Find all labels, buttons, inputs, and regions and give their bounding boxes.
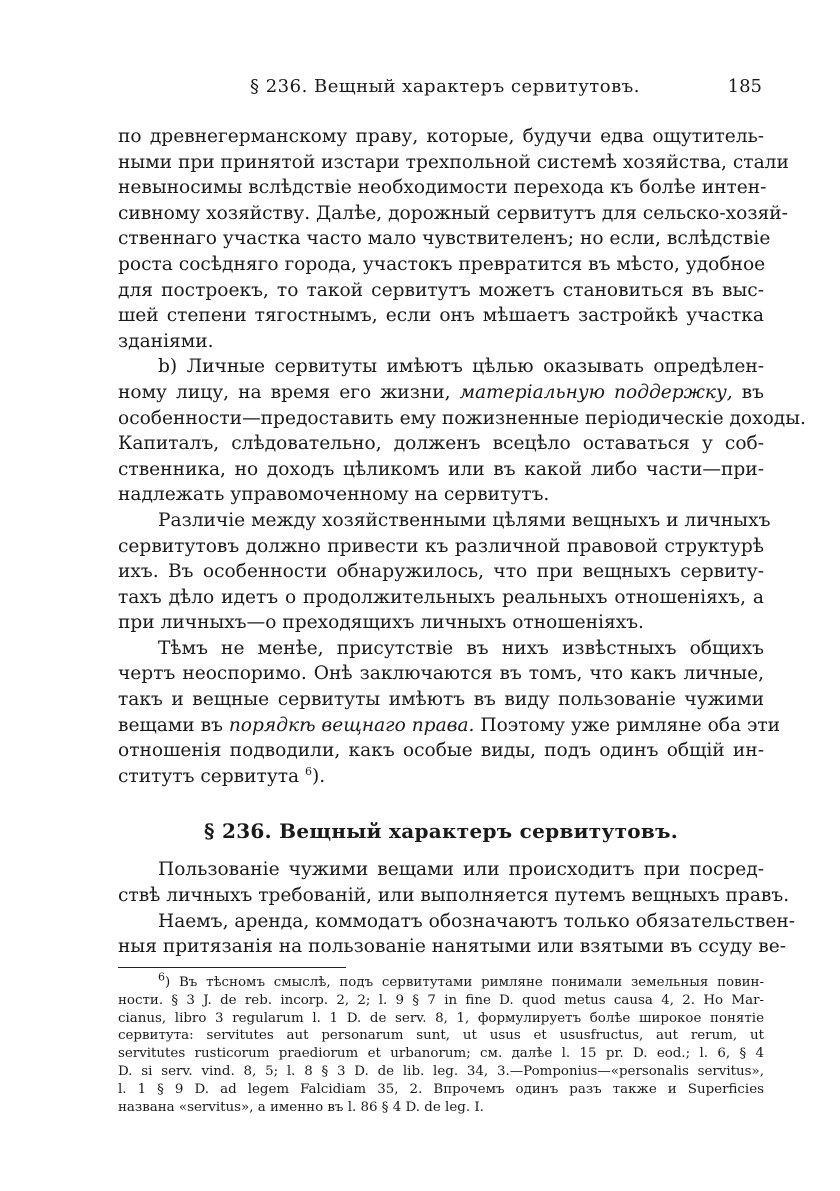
footnote-reference[interactable]: 6 — [305, 764, 313, 778]
section-heading: § 236. Вещный характеръ сервитутовъ. — [203, 819, 679, 844]
footnote-line — [118, 970, 764, 992]
paragraph-lease — [118, 909, 796, 960]
running-header — [118, 76, 764, 102]
footnote-line: servitutes rusticorum praediorum et urbanorum; см. далѣе l. 15 pr. D. eod.; l. 6, § 4 — [118, 1046, 764, 1062]
footnote-block — [118, 970, 764, 1116]
text-line: для построекъ, то такой сервитутъ можетъ становиться въ выс- — [118, 279, 764, 301]
text-line: b) Личные сервитуты имѣютъ цѣлью оказывать опредѣлен- — [158, 356, 764, 378]
text-line: ныя притязанія на пользованіе нанятыми или взятыми въ ссуду ве- — [118, 936, 786, 958]
text-line: надлежать управомоченному на сервитутъ. — [118, 484, 550, 506]
book-page — [118, 0, 806, 1191]
page-number: 185 — [727, 76, 762, 97]
text-fragment: ) Въ тѣсномъ смыслѣ, подъ сервитутами римляне понимали земельныя повин- — [165, 975, 764, 990]
text-line: шей степени тягостнымъ, если онъ мѣшаетъ застройкѣ участка — [118, 305, 764, 327]
paragraph-common-features — [118, 636, 781, 790]
text-line: при личныхъ—о преходящихъ личныхъ отношеніяхъ. — [118, 612, 644, 634]
text-fragment: Поэтому уже римляне оба эти — [474, 714, 781, 736]
footnote-line: сервитута: servitutes aut personarum sunt, ut usus et ususfructus, aut rerum, ut — [118, 1028, 764, 1044]
text-line: ствѣ личныхъ требованій, или выполняется путемъ вещныхъ правъ. — [118, 885, 790, 907]
footnote-line: D. si serv. vind. 8, 5; l. 8 § 3 D. de lib. leg. 34, 3.—Pomponius—«personalis servitus», — [118, 1063, 764, 1079]
text-fragment: въ — [732, 381, 764, 403]
text-line: Пользованіе чужими вещами или происходитъ при посред- — [158, 859, 764, 881]
text-line: Капиталъ, слѣдовательно, долженъ всецѣло оставаться у соб- — [118, 433, 764, 455]
text-line — [118, 380, 764, 406]
text-fragment: ститутъ сервитута — [118, 765, 306, 787]
text-line: сивному хозяйству. Далѣе, дорожный сервитутъ для сельско-хозяй- — [118, 202, 788, 224]
paragraph-personal-servitudes — [118, 354, 806, 508]
text-line — [118, 764, 764, 790]
text-line: зданіями. — [118, 330, 214, 352]
text-line: Наемъ, аренда, коммодатъ обозначаютъ только обязательствен- — [158, 910, 796, 932]
text-fragment: ному лицу, на время его жизни, — [118, 381, 460, 403]
text-line: невыносимы вслѣдствіе необходимости перехода къ болѣе интен- — [118, 177, 767, 199]
text-line: роста сосѣдняго города, участокъ превратится въ мѣсто, удобное — [118, 253, 766, 275]
paragraph-difference — [118, 508, 771, 636]
paragraph-continuation — [118, 124, 789, 354]
running-title: § 236. Вещный характеръ сервитутовъ. — [250, 76, 640, 97]
text-line: тахъ дѣло идетъ о продолжительныхъ реальныхъ отношеніяхъ, а — [118, 586, 764, 608]
text-line: особенности—предоставить ему пожизненные періодическіе доходы. — [118, 407, 806, 429]
footnote-marker: 6 — [158, 970, 165, 984]
text-fragment: вещами въ — [118, 714, 229, 736]
text-line: Тѣмъ не менѣе, присутствіе въ нихъ извѣстныхъ общихъ — [158, 637, 764, 659]
footnote-line: cianus, libro 3 regularum l. 1 D. de serv. 8, 1, формулируетъ болѣе широкое понятіе — [118, 1010, 764, 1026]
text-line: отношенія подводили, какъ особые виды, подъ одинъ общій ин- — [118, 740, 764, 762]
text-line: ственника, но доходъ цѣликомъ или въ какой либо части—при- — [118, 458, 764, 480]
footnote-line: ности. § 3 J. de reb. incorp. 2, 2; l. 9 § 7 in fine D. quod metus causa 4, 2. Но Mar- — [118, 992, 764, 1008]
text-line: ными при принятой изстари трехпольной системѣ хозяйства, стали — [118, 151, 789, 173]
footnote-divider — [118, 967, 346, 968]
text-line: такъ и вещные сервитуты имѣютъ въ виду пользованіе чужими — [118, 689, 764, 711]
paragraph-use-of-things — [118, 857, 790, 908]
text-line — [118, 713, 781, 739]
emphasis-text: матеріальную поддержку, — [459, 381, 733, 403]
emphasis-text: порядкѣ вещнаго права. — [228, 714, 475, 736]
text-line: чертъ неоспоримо. Онѣ заключаются въ томъ, что какъ личные, — [118, 663, 764, 685]
text-line: по древнегерманскому праву, которые, будучи едва ощутитель- — [118, 126, 764, 147]
footnote-line: названа «servitus», а именно въ l. 86 § 4 D. de leg. I. — [118, 1099, 484, 1115]
text-fragment: ). — [312, 765, 326, 787]
text-line: ственнаго участка часто мало чувствителенъ; но если, вслѣдствіе — [118, 228, 771, 250]
text-line: ихъ. Въ особенности обнаружилось, что при вещныхъ сервиту- — [118, 561, 764, 583]
text-line: сервитутовъ должно привести къ различной правовой структурѣ — [118, 535, 764, 557]
text-line: Различіе между хозяйственными цѣлями вещныхъ и личныхъ — [158, 509, 771, 531]
page-body — [118, 124, 806, 960]
footnote-line: l. 1 § 9 D. ad legem Falcidiam 35, 2. Впрочемъ одинъ разъ также и Superficies — [118, 1081, 764, 1097]
